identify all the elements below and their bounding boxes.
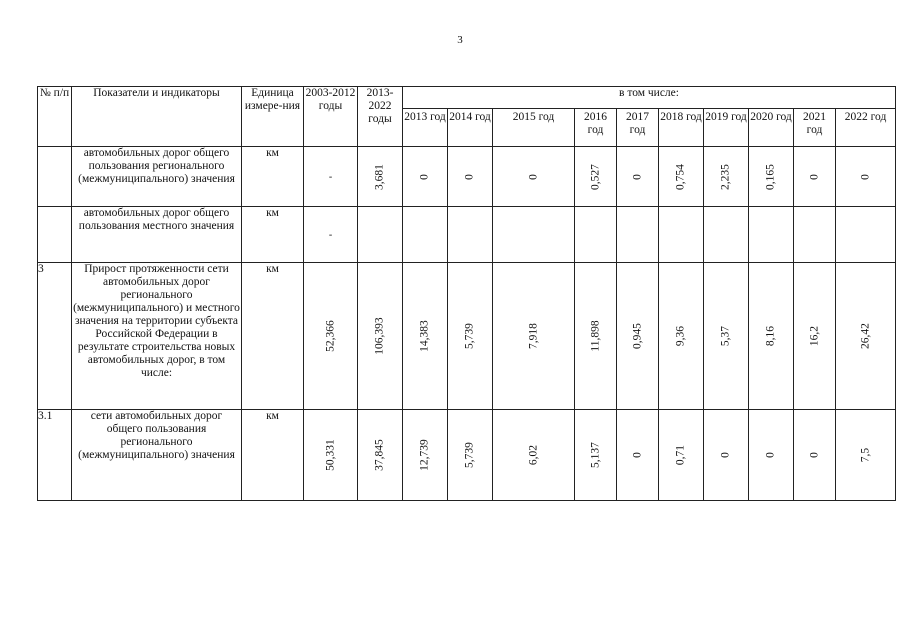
table-row: [38, 263, 896, 410]
row-num: [38, 207, 72, 263]
header-year: 2016 год: [575, 109, 617, 147]
row-name: автомобильных дорог общего пользования местного значения: [72, 207, 242, 263]
value-cell: 7,918: [527, 323, 539, 349]
value-cell: -: [328, 171, 333, 182]
value-cell: 0: [764, 452, 777, 458]
value-cell: 0: [527, 173, 539, 180]
value-cell: 0: [418, 173, 431, 180]
value-cell: 0,165: [764, 163, 777, 190]
value-cell: 7,5: [859, 447, 871, 463]
value-cell: 0,71: [674, 444, 687, 466]
value-cell: 50,331: [324, 439, 336, 471]
header-2003-2012: 2003-2012 годы: [304, 87, 358, 147]
header-year: 2020 год: [749, 109, 794, 147]
value-cell: 11,898: [589, 320, 601, 352]
value-cell: 12,739: [418, 439, 431, 471]
indicators-table: [37, 86, 896, 501]
value-cell: 5,137: [589, 442, 601, 468]
value-cell: 0,754: [674, 163, 687, 190]
row-unit: км: [242, 147, 304, 207]
row-num: [38, 147, 72, 207]
value-cell: 0: [859, 173, 871, 180]
value-cell: 26,42: [859, 323, 871, 349]
value-cell: 5,739: [463, 442, 476, 468]
row-num: 3: [38, 263, 72, 410]
value-cell: 16,2: [808, 325, 820, 347]
value-cell: 0: [719, 452, 732, 458]
page-number: 3: [457, 34, 463, 46]
value-cell: 37,845: [373, 439, 386, 471]
value-cell: -: [328, 229, 333, 240]
row-name: сети автомобильных дорог общего пользования регионального (межмуниципального) значения: [72, 410, 242, 501]
table-row: [38, 147, 896, 207]
value-cell: 0,945: [631, 323, 643, 349]
value-cell: 0: [631, 452, 643, 458]
header-year: 2021 год: [794, 109, 836, 147]
header-including: в том числе:: [403, 87, 896, 109]
value-cell: 5,37: [719, 325, 732, 347]
header-year: 2015 год: [493, 109, 575, 147]
header-num: № п/п: [38, 87, 72, 147]
value-cell: 0: [631, 173, 643, 180]
value-cell: 0: [808, 452, 820, 458]
header-unit: Единица измере-ния: [242, 87, 304, 147]
header-year: 2014 год: [448, 109, 493, 147]
header-year: 2022 год: [836, 109, 896, 147]
value-cell: 5,739: [463, 323, 476, 349]
row-name: Прирост протяженности сети автомобильных дорог регионального (межмуниципального) и местного значения на территории субъекта Российской Федерации в результате строительства новых автомобильных дорог, в том числе:: [72, 263, 242, 410]
value-cell: 14,383: [418, 320, 431, 352]
row-unit: км: [242, 207, 304, 263]
header-row: [38, 87, 896, 109]
value-cell: 9,36: [674, 325, 687, 347]
row-num: 3.1: [38, 410, 72, 501]
value-cell: 6,02: [527, 444, 539, 466]
header-year: 2017 год: [617, 109, 659, 147]
row-unit: км: [242, 410, 304, 501]
header-2013-2022: 2013-2022 годы: [358, 87, 403, 147]
header-indicators: Показатели и индикаторы: [72, 87, 242, 147]
value-cell: 106,393: [373, 317, 386, 355]
value-cell: 0,527: [589, 163, 601, 190]
header-year: 2018 год: [659, 109, 704, 147]
row-unit: км: [242, 263, 304, 410]
value-cell: 2,235: [719, 163, 732, 190]
header-year: 2013 год: [403, 109, 448, 147]
value-cell: 0: [808, 173, 820, 180]
value-cell: 52,366: [324, 320, 336, 352]
row-name: автомобильных дорог общего пользования регионального (межмуниципального) значения: [72, 147, 242, 207]
value-cell: 3,681: [373, 163, 386, 190]
header-year: 2019 год: [704, 109, 749, 147]
table-row: [38, 410, 896, 501]
table-row: [38, 207, 896, 263]
value-cell: 0: [463, 173, 476, 180]
value-cell: 8,16: [764, 325, 777, 347]
